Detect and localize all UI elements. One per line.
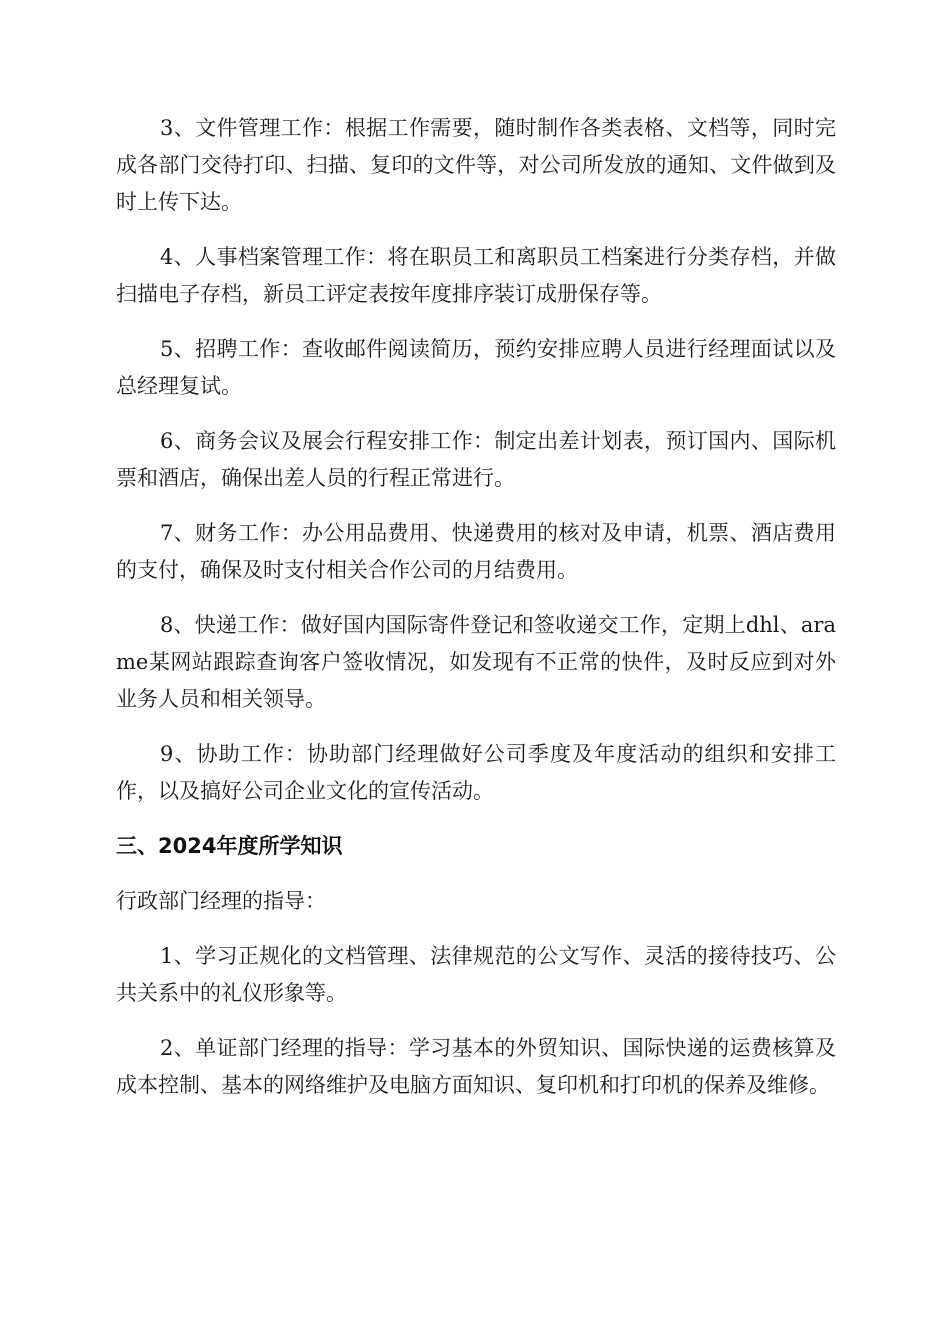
paragraph-personnel-archives: 4、人事档案管理工作：将在职员工和离职员工档案进行分类存档，并做扫描电子存档，新员工评定表按年度排序装订成册保存等。 (116, 245, 836, 306)
paragraph-learning-2: 2、单证部门经理的指导：学习基本的外贸知识、国际快递的运费核算及成本控制、基本的网络维护及电脑方面知识、复印机和打印机的保养及维修。 (116, 1036, 836, 1097)
paragraph-learning-1: 1、学习正规化的文档管理、法律规范的公文写作、灵活的接待技巧、公共关系中的礼仪形象等。 (116, 944, 836, 1005)
paragraph-assistance: 9、协助工作：协助部门经理做好公司季度及年度活动的组织和安排工作，以及搞好公司企业文化的宣传活动。 (116, 742, 836, 803)
document-body (116, 110, 836, 1122)
section-heading: 三、2024年度所学知识 (116, 834, 343, 858)
paragraph-business-travel: 6、商务会议及展会行程安排工作：制定出差计划表，预订国内、国际机票和酒店，确保出差人员的行程正常进行。 (116, 429, 836, 490)
paragraph-file-management: 3、文件管理工作：根据工作需要，随时制作各类表格、文档等，同时完成各部门交待打印、扫描、复印的文件等，对公司所发放的通知、文件做到及时上传下达。 (116, 116, 836, 214)
paragraph-finance: 7、财务工作：办公用品费用、快递费用的核对及申请，机票、酒店费用的支付，确保及时支付相关合作公司的月结费用。 (116, 521, 836, 582)
intro-line: 行政部门经理的指导： (116, 889, 326, 913)
paragraph-express-delivery: 8、快递工作：做好国内国际寄件登记和签收递交工作，定期上dhl、arame某网站跟踪查询客户签收情况，如发现有不正常的快件，及时反应到对外业务人员和相关领导。 (116, 613, 836, 711)
paragraph-recruitment: 5、招聘工作：查收邮件阅读简历，预约安排应聘人员进行经理面试以及总经理复试。 (116, 337, 836, 398)
